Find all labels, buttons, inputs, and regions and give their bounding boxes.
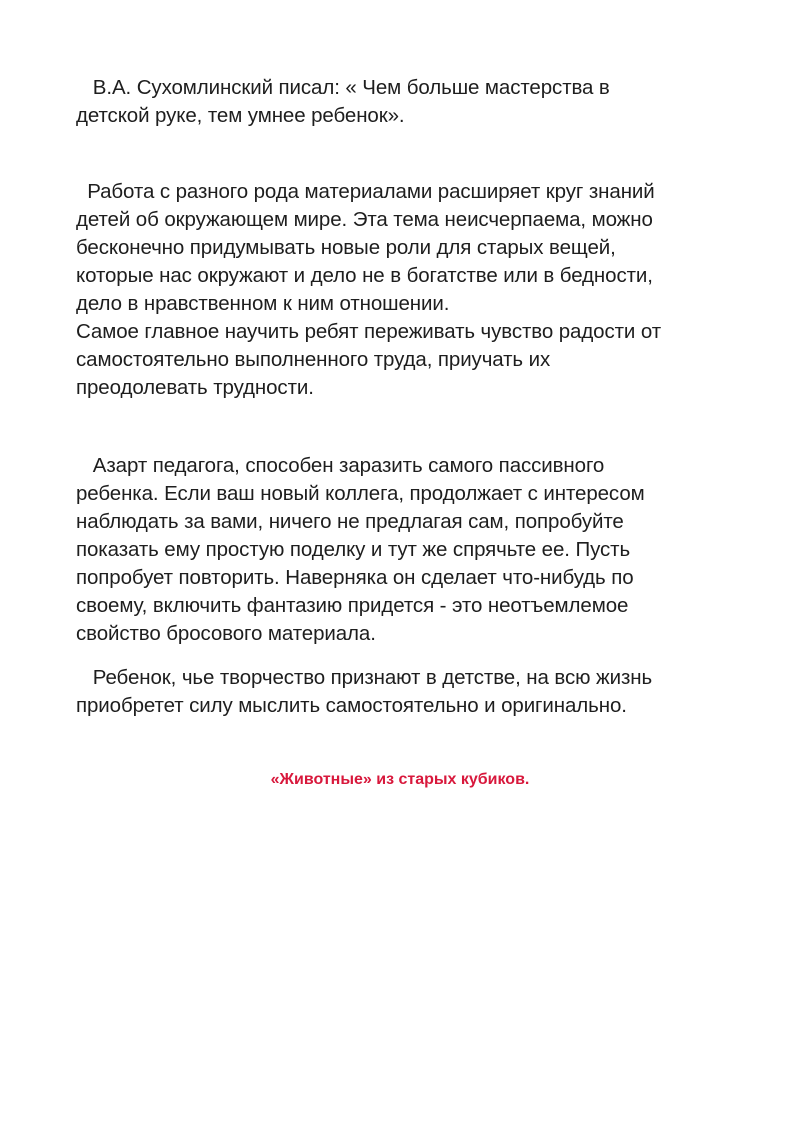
paragraph-teacher: Азарт педагога, способен заразить самого пассивного ребенка. Если ваш новый коллега, продолжает с интересом наблюдать за вами, ничего не предлагая сам, попробуйте показать ему простую поделку и тут же спрячьте ее. Пусть попробует повторить. Наверняка он сделает что-нибудь по своему, включить фантазию придется - это неотъемлемое свойство бросового материала. bbox=[76, 454, 645, 645]
paragraph-materials: Работа с разного рода материалами расширяет круг знаний детей об окружающем мире. Эта тема неисчерпаема, можно бесконечно придумывать новые роли для старых вещей, которые нас окружают и дело не в богатстве или в бедности, дело в нравственном к ним отношении. Самое главное научить ребят переживать чувство радости от самостоятельно выполненного труда, приучать их преодолевать трудности. bbox=[76, 180, 662, 399]
paragraph-quote: В.А. Сухомлинский писал: « Чем больше мастерства в детской руке, тем умнее ребенок». bbox=[76, 76, 610, 127]
paragraph-creativity: Ребенок, чье творчество признают в детстве, на всю жизнь приобретет силу мыслить самостоятельно и оригинально. bbox=[76, 666, 653, 717]
section-caption: «Животные» из старых кубиков. bbox=[270, 771, 530, 788]
